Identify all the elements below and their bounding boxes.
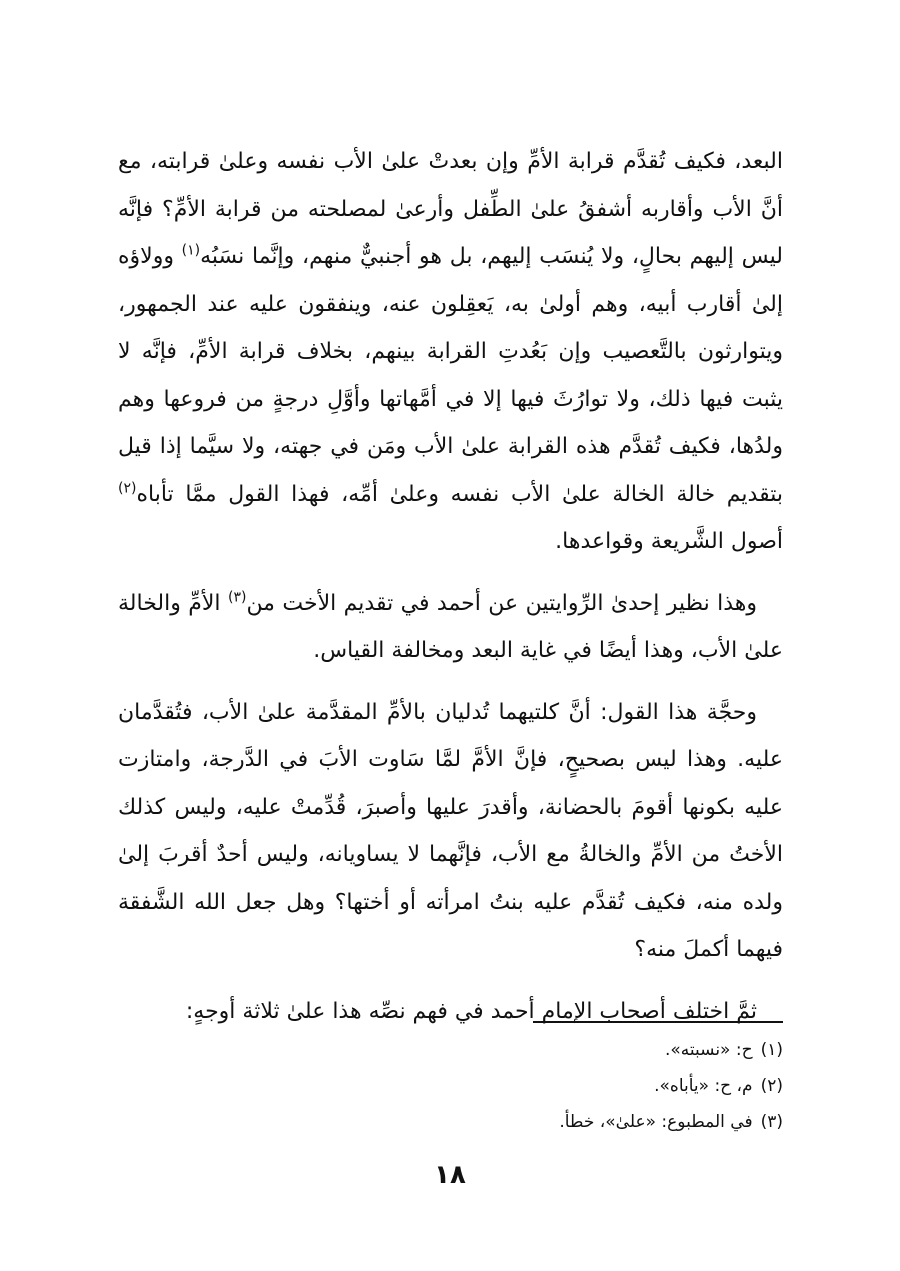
footnote-3 — [400, 1104, 783, 1140]
footnote-ref-2: (٢) — [118, 480, 137, 497]
footnote-1-text: ح: «نسبته». — [664, 1040, 753, 1060]
main-text — [118, 138, 783, 1035]
paragraph-1-text-c: أصول الشَّريعة وقواعدها. — [555, 529, 783, 554]
paragraph-2 — [118, 580, 783, 675]
footnote-1-number: (١) — [760, 1040, 783, 1060]
footnote-ref-3: (٣) — [227, 589, 247, 606]
paragraph-3: وحجَّة هذا القول: أنَّ كلتيهما تُدليان بالأمِّ المقدَّمة علىٰ الأب، فتُقدَّمان عليه. وهذا ليس بصحيحٍ، فإنَّ الأمَّ لمَّا سَاوت الأبَ في الدَّرجة، وامتازت عليه بكونها أقومَ بالحضانة، وأقدرَ عليها وأصبرَ، قُدِّمتْ عليه، وليس كذلك الأختُ من الأمِّ والخالةُ مع الأب، فإنَّهما لا يساويانه، وليس أحدٌ أقربَ إلىٰ ولده منه، فكيف تُقدَّم عليه بنتُ امرأته أو أختها؟ وهل جعل الله الشَّفقة فيهما أكملَ منه؟ — [118, 699, 783, 962]
paragraph-1 — [118, 138, 783, 566]
paragraph-2-text-b: الأمِّ والخالة علىٰ الأب، وهذا أيضًا في غاية البعد ومخالفة القياس. — [118, 590, 783, 663]
paragraph-1-text-b: وولاؤه إلىٰ أقارب أبيه، وهم أولىٰ به، يَعقِلون عنه، وينفقون عليه عند الجمهور، ويتوارثون بالتَّعصيب وإن بَعُدتِ القرابة بينهم، بخلاف قرابة الأمِّ، فإنَّه لا يثبت فيها ذلك، ولا توارُثَ فيها إلا في أمَّهاتها وأوَّلِ درجةٍ من فروعها وهم ولدُها، فكيف تُقدَّم هذه القرابة علىٰ الأب ومَن في جهته، ولا سيَّما إذا قيل بتقديم خالة الخالة علىٰ الأب نفسه وعلىٰ أمِّه، فهذا القول ممَّا تأباه — [118, 244, 783, 507]
footnote-2-number: (٢) — [760, 1076, 783, 1096]
page-number: ١٨ — [434, 1160, 466, 1190]
footnote-2 — [400, 1068, 783, 1104]
footnote-3-number: (٣) — [760, 1112, 783, 1132]
footnotes — [400, 1032, 783, 1140]
footnote-separator — [533, 1021, 783, 1023]
footnote-1 — [400, 1032, 783, 1068]
paragraph-1-text-a: البعد، فكيف تُقدَّم قرابة الأمِّ وإن بعدتْ علىٰ الأب نفسه وعلىٰ قرابته، مع أنَّ الأب وأقاربه أشفقُ علىٰ الطِّفل وأرعىٰ لمصلحته من قرابة الأمِّ؟ فإنَّه ليس إليهم بحالٍ، ولا يُنسَب إليهم، بل هو أجنبيٌّ منهم، وإنَّما نسَبُه — [118, 149, 783, 269]
footnote-2-text: م، ح: «يأباه». — [654, 1076, 753, 1096]
paragraph-2-text-a: وهذا نظير إحدىٰ الرِّوايتين عن أحمد في تقديم الأخت من — [246, 590, 757, 616]
paragraph-4: ثمَّ اختلف أصحاب الإمام أحمد في فهم نصِّه هذا علىٰ ثلاثة أوجهٍ: — [185, 998, 757, 1024]
footnote-ref-1: (١) — [181, 242, 201, 259]
footnote-3-text: في المطبوع: «علىٰ»، خطأ. — [559, 1112, 753, 1132]
